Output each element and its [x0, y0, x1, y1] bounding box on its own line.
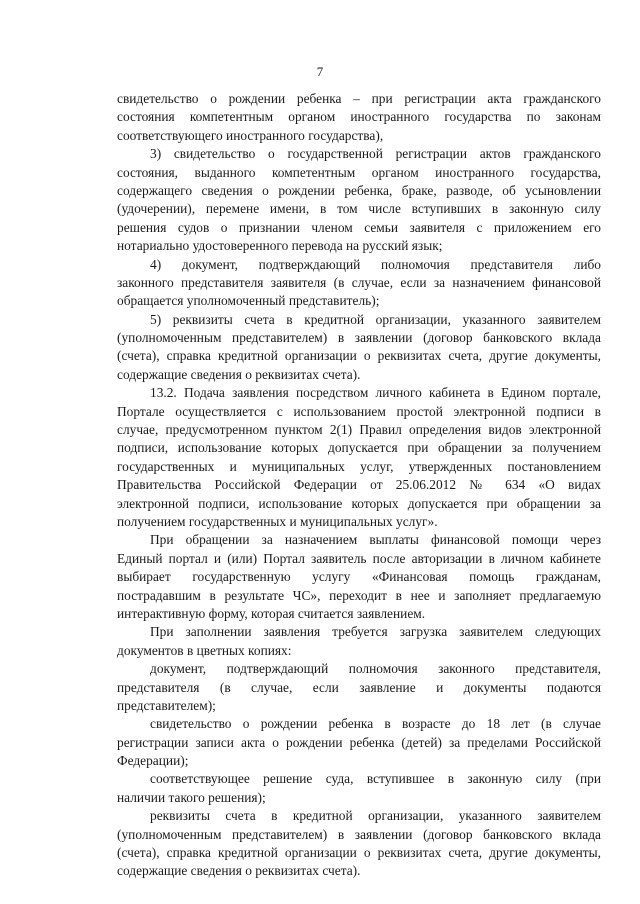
- text-line: обращается уполномоченный представитель);: [117, 293, 380, 309]
- paragraph: [117, 145, 601, 255]
- text-line: (счета), справка кредитной организации о реквизитах счета, другие документы,: [117, 348, 601, 364]
- paragraph: [117, 623, 601, 660]
- text-line: состояния, выданного компетентным органом иностранного государства,: [117, 164, 601, 180]
- text-line: случае, предусмотренном пунктом 2(1) Правил определения видов электронной: [117, 422, 601, 438]
- text-line: Единый портал и (или) Портал заявитель после авторизации в личном кабинете: [117, 550, 601, 566]
- text-line: содержащие сведения о реквизитах счета).: [117, 863, 361, 879]
- text-line: представителя (в случае, если заявление и документы подаются: [117, 679, 601, 695]
- text-line: свидетельство о рождении ребенка в возрасте до 18 лет (в случае: [150, 716, 601, 732]
- text-line: электронной подписи, использование которых допускается при обращении за: [117, 495, 601, 511]
- paragraph: [117, 770, 601, 807]
- text-line: содержащие сведения о реквизитах счета).: [117, 366, 361, 382]
- text-line: свидетельство о рождении ребенка – при регистрации акта гражданского: [117, 91, 601, 106]
- paragraph: [117, 531, 601, 623]
- text-line: При заполнении заявления требуется загрузка заявителем следующих: [150, 624, 601, 640]
- text-line: 13.2. Подача заявления посредством личного кабинета в Едином портале,: [150, 385, 601, 401]
- paragraph: [117, 311, 601, 385]
- paragraph: [117, 90, 601, 145]
- document-body: [117, 90, 601, 881]
- text-line: наличии такого решения);: [117, 789, 266, 805]
- page-number: 7: [316, 64, 324, 79]
- paragraph: [117, 715, 601, 770]
- text-line: 4) документ, подтверждающий полномочия представителя либо: [150, 256, 601, 272]
- text-line: регистрации записи акта о рождении ребенка (детей) за пределами Российской: [117, 734, 601, 750]
- text-line: интерактивную форму, которая считается заявлением.: [117, 605, 426, 621]
- text-line: документов в цветных копиях:: [117, 642, 292, 658]
- text-line: содержащего сведения о рождении ребенка, браке, разводе, об усыновлении: [117, 182, 601, 198]
- text-line: представителем);: [117, 697, 216, 713]
- text-line: реквизиты счета в кредитной организации, указанного заявителем: [150, 808, 601, 824]
- text-line: Портале осуществляется с использованием простой электронной подписи в: [117, 403, 601, 419]
- paragraph: [117, 256, 601, 311]
- text-line: (уполномоченным представителем) в заявлении (договор банковского вклада: [117, 826, 601, 842]
- text-line: соответствующее решение суда, вступившее в законную силу (при: [150, 771, 601, 787]
- text-line: (счета), справка кредитной организации о реквизитах счета, другие документы,: [117, 845, 601, 861]
- text-line: 5) реквизиты счета в кредитной организации, указанного заявителем: [150, 311, 601, 327]
- paragraph: [117, 660, 601, 715]
- text-line: Федерации);: [117, 753, 189, 769]
- text-line: соответствующего иностранного государства),: [117, 127, 384, 143]
- text-line: подписи, использование которых допускается при обращении за получением: [117, 440, 601, 456]
- text-line: (удочерении), перемене имени, в том числе вступивших в законную силу: [117, 201, 601, 217]
- text-line: выбирает государственную услугу «Финансовая помощь гражданам,: [117, 569, 601, 585]
- paragraph: [117, 384, 601, 531]
- text-line: состояния компетентным органом иностранного государства по законам: [117, 109, 601, 125]
- text-line: законного представителя заявителя (в случае, если за назначением финансовой: [117, 274, 601, 290]
- text-line: получением государственных и муниципальных услуг».: [117, 513, 438, 529]
- text-line: пострадавшим в результате ЧС», переходит в нее и заполняет предлагаемую: [117, 587, 601, 603]
- text-line: государственных и муниципальных услуг, утвержденных постановлением: [117, 458, 601, 474]
- text-line: Правительства Российской Федерации от 25.06.2012 № 634 «О видах: [117, 477, 601, 493]
- paragraph: [117, 807, 601, 881]
- text-line: 3) свидетельство о государственной регистрации актов гражданского: [150, 146, 601, 162]
- text-line: (уполномоченным представителем) в заявлении (договор банковского вклада: [117, 330, 601, 346]
- text-line: При обращении за назначением выплаты финансовой помощи через: [150, 532, 601, 548]
- text-line: документ, подтверждающий полномочия законного представителя,: [150, 661, 601, 677]
- text-line: нотариально удостоверенного перевода на русский язык;: [117, 238, 443, 254]
- text-line: решения судов о признании членом семьи заявителя с приложением его: [117, 219, 601, 235]
